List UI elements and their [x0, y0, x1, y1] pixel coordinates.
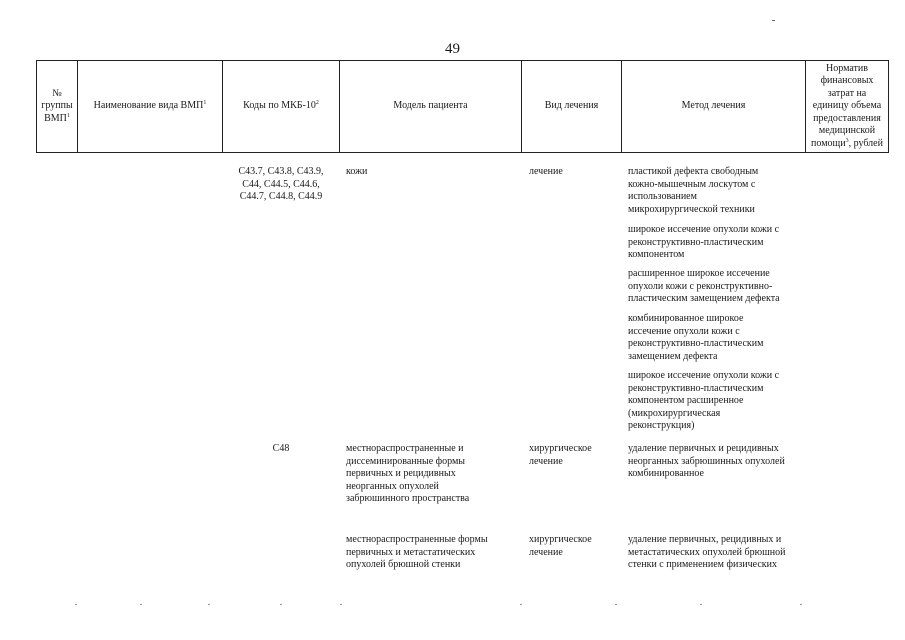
row-treatment-type: хирургическое лечение — [529, 443, 592, 467]
row-method: расширенное широкое иссечение опухоли кожи с реконструктивно- пластическим замещением дефекта — [628, 268, 780, 304]
header-icd-codes: Коды по МКБ-$10^2$ — [243, 100, 319, 112]
row-patient-model: местнораспространенные и диссеминированные формы первичных и рецидивных неорганных опухолей забрюшинного пространства — [346, 443, 470, 504]
header-group-no — [37, 61, 77, 152]
header-treatment-type: Вид лечения — [544, 100, 599, 112]
header-group-no-line: ВМП$^1$ — [44, 112, 70, 124]
row-treatment-type: хирургическое лечение — [529, 534, 592, 558]
header-group-no-line: группы — [41, 100, 73, 112]
row-patient-model: кожи — [346, 166, 368, 177]
row-treatment-type: лечение — [529, 166, 563, 177]
row-method: комбинированное широкое иссечение опухоли кожи с реконструктивно-пластическим замещением дефекта — [628, 313, 764, 362]
row-method: широкое иссечение опухоли кожи с реконструктивно-пластическим компонентом расширенное (микрохирургическая реконструкция) — [628, 370, 780, 431]
col-divider — [888, 60, 889, 153]
row-method: удаление первичных и рецидивных неорганных забрюшинных опухолей комбинированное — [628, 443, 785, 479]
row-method: пластикой дефекта свободным кожно-мышечным лоскутом с использованием микрохирургической техники — [628, 166, 759, 215]
scan-mark — [772, 20, 775, 21]
row-method: удаление первичных, рецидивных и метастатических опухолей брюшной стенки с применением физических — [628, 534, 786, 570]
row-patient-model: местнораспространенные формы первичных и метастатических опухолей брюшной стенки — [346, 534, 488, 570]
header-cost-norm: Норматив финансовых затрат на единицу объема предоставления медицинской помощи$^3$, рублей — [811, 62, 883, 149]
header-bottom-border — [36, 152, 889, 153]
scan-noise — [0, 604, 905, 608]
header-vmp-name: Наименование вида ВМП$^1$ — [93, 100, 207, 112]
row-method: широкое иссечение опухоли кожи с реконструктивно-пластическим компонентом — [628, 224, 780, 260]
header-treatment-method: Метод лечения — [681, 100, 746, 112]
header-patient-model: Модель пациента — [393, 100, 468, 112]
page-number: 49 — [445, 41, 460, 57]
row-codes: C48 — [272, 443, 290, 454]
row-codes: C43.7, C43.8, C43.9, C44, C44.5, C44.6, C44.7, C44.8, C44.9 — [238, 166, 324, 202]
header-group-no-line: № — [52, 87, 62, 99]
